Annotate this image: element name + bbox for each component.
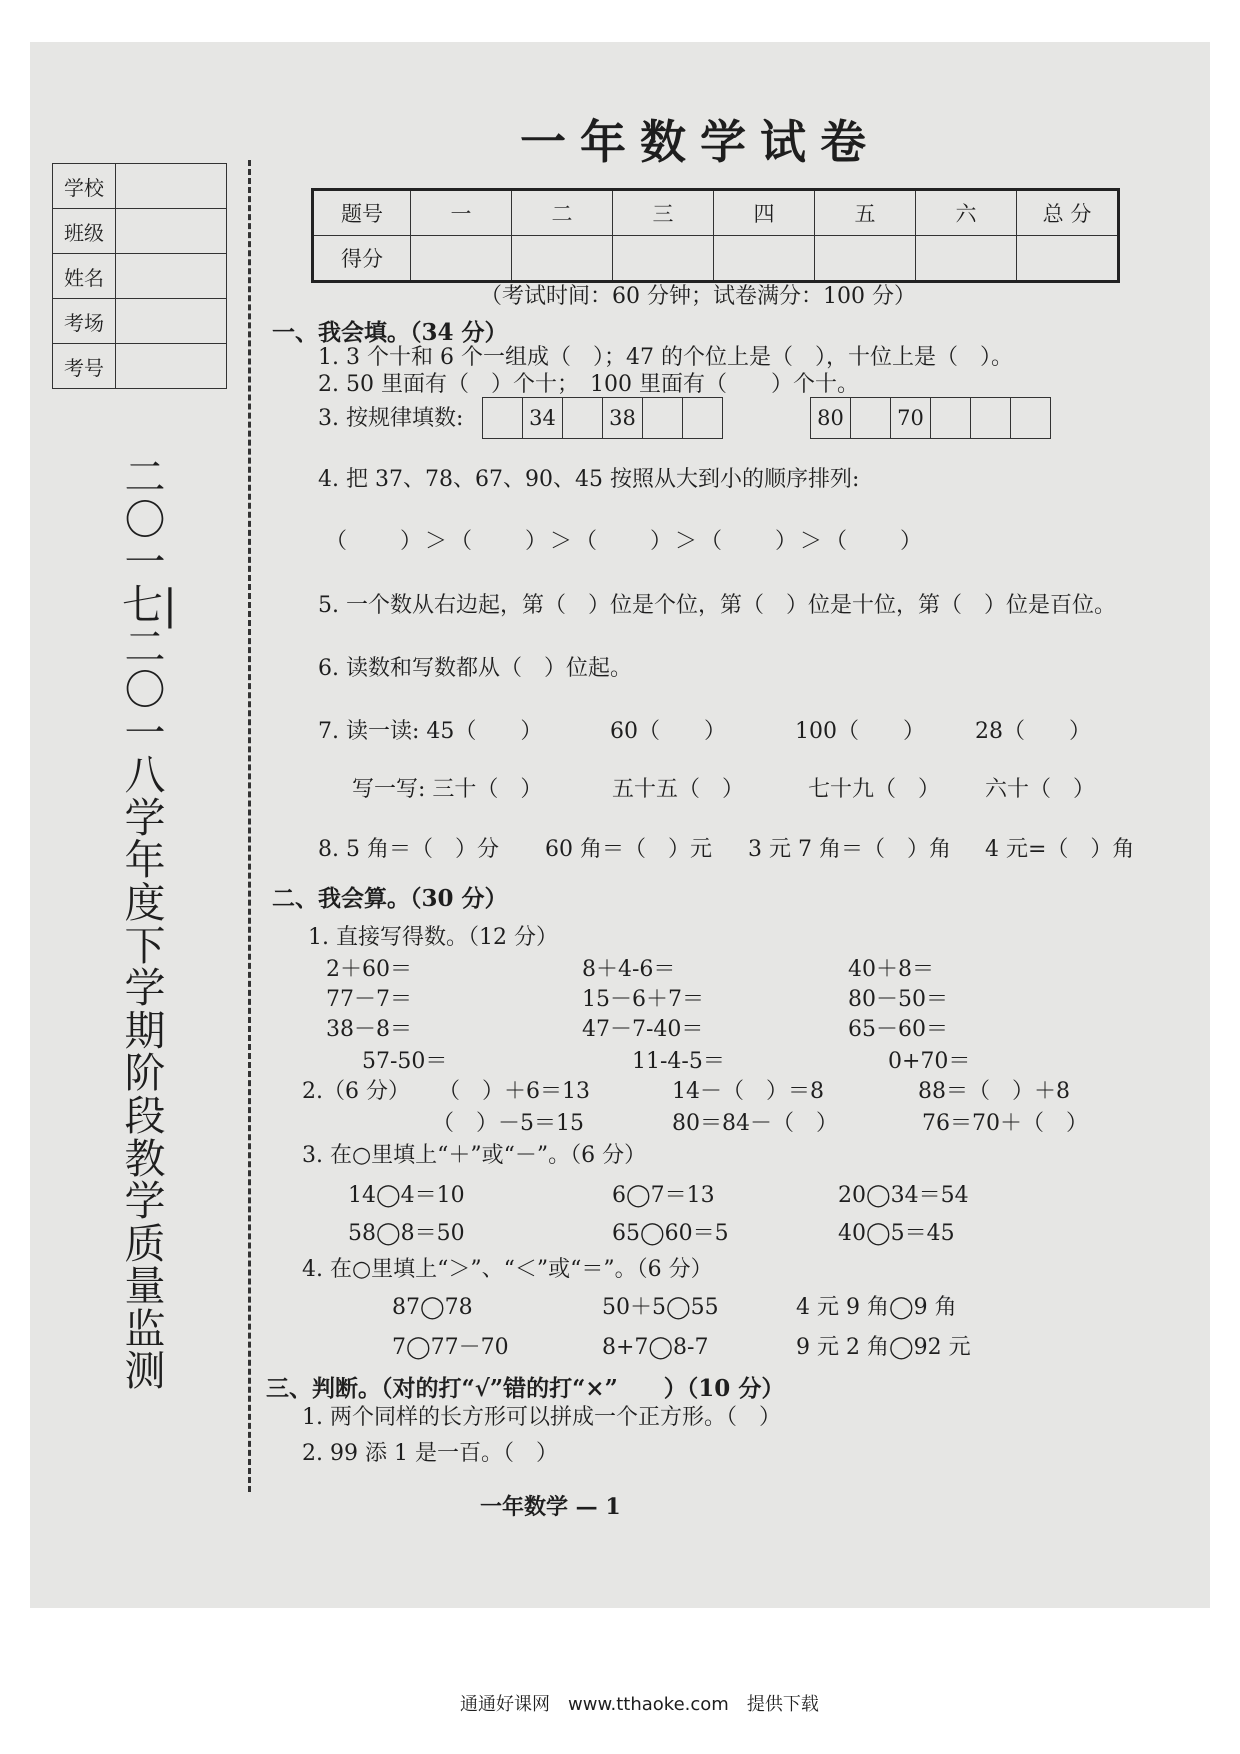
sequence-box-b xyxy=(810,397,1051,439)
calc-item: 57-50＝ xyxy=(362,1049,448,1074)
info-label: 考场 xyxy=(53,299,116,344)
blank-eq: 88＝（ ）＋8 xyxy=(918,1079,1070,1104)
s2-q3-label: 3. 在○里填上“＋”或“－”。（6 分） xyxy=(302,1143,647,1168)
calc-item: 47－7-40＝ xyxy=(582,1017,704,1042)
seq-cell[interactable] xyxy=(483,398,523,439)
score-header: 二 xyxy=(512,190,613,236)
info-row xyxy=(53,209,227,254)
score-cell[interactable] xyxy=(714,236,815,282)
seq-cell[interactable]: 38 xyxy=(603,398,643,439)
info-blank[interactable] xyxy=(116,344,227,389)
s3-q1: 1. 两个同样的长方形可以拼成一个正方形。（ ） xyxy=(302,1405,781,1430)
calc-item: 80－50＝ xyxy=(848,987,948,1012)
section1-heading: 一、我会填。（34 分） xyxy=(272,319,508,346)
blank-eq: （ ）＋6＝13 xyxy=(438,1079,590,1104)
score-cell[interactable] xyxy=(1017,236,1119,282)
info-row xyxy=(53,344,227,389)
info-label: 班级 xyxy=(53,209,116,254)
blank-eq: 80＝84－（ ） xyxy=(672,1111,838,1136)
info-blank[interactable] xyxy=(116,254,227,299)
info-blank[interactable] xyxy=(116,209,227,254)
info-row xyxy=(53,299,227,344)
s1-q7-read-4: 28（ ） xyxy=(975,719,1091,744)
s1-q7-read-1: 7. 读一读: 45（ ） xyxy=(318,719,543,744)
seq-cell[interactable] xyxy=(683,398,723,439)
blank-eq: 14－（ ）＝8 xyxy=(672,1079,824,1104)
s1-q7-write-4: 六十（ ） xyxy=(985,777,1096,802)
score-header: 六 xyxy=(916,190,1017,236)
s1-q8-3: 3 元 7 角＝（ ）角 xyxy=(748,837,951,862)
seq-cell[interactable] xyxy=(971,398,1011,439)
compare-eq: 50＋5◯55 xyxy=(602,1295,719,1320)
info-row xyxy=(53,164,227,209)
score-cell[interactable] xyxy=(411,236,512,282)
compare-eq: 4 元 9 角◯9 角 xyxy=(796,1295,957,1320)
download-credit: 通通好课网 www.tthaoke.com 提供下载 xyxy=(460,1694,819,1715)
info-label: 学校 xyxy=(53,164,116,209)
s1-q8-1: 8. 5 角＝（ ）分 xyxy=(318,837,499,862)
circle-eq: 58◯8＝50 xyxy=(348,1221,465,1246)
s2-q2-label: 2.（6 分） xyxy=(302,1079,410,1104)
seq-cell[interactable]: 70 xyxy=(891,398,931,439)
s1-q7-write-2: 五十五（ ） xyxy=(612,777,745,802)
calc-item: 15－6＋7＝ xyxy=(582,987,704,1012)
calc-item: 38－8＝ xyxy=(326,1017,412,1042)
calc-item: 40＋8＝ xyxy=(848,957,934,982)
student-info-table xyxy=(52,163,227,389)
score-header: 总 分 xyxy=(1017,190,1119,236)
s1-q7-write-1: 写一写: 三十（ ） xyxy=(352,777,543,802)
s1-q6: 6. 读数和写数都从（ ）位起。 xyxy=(318,656,632,681)
score-table xyxy=(311,188,1120,283)
seq-cell[interactable] xyxy=(643,398,683,439)
score-header-row xyxy=(313,190,1119,236)
calc-item: 77－7＝ xyxy=(326,987,412,1012)
calc-item: 65－60＝ xyxy=(848,1017,948,1042)
circle-eq: 40◯5＝45 xyxy=(838,1221,955,1246)
section3-heading: 三、判断。（对的打“√”错的打“×” ）（10 分） xyxy=(266,1375,785,1402)
info-label: 考号 xyxy=(53,344,116,389)
seq-cell[interactable] xyxy=(931,398,971,439)
score-cell[interactable] xyxy=(815,236,916,282)
blank-eq: 76＝70＋（ ） xyxy=(922,1111,1088,1136)
score-header: 五 xyxy=(815,190,916,236)
circle-eq: 14◯4＝10 xyxy=(348,1183,465,1208)
s1-q7-write-3: 七十九（ ） xyxy=(808,777,941,802)
score-row-label: 得分 xyxy=(313,236,411,282)
s1-q8-2: 60 角＝（ ）元 xyxy=(545,837,712,862)
score-cell[interactable] xyxy=(916,236,1017,282)
calc-item: 11-4-5＝ xyxy=(632,1049,725,1074)
circle-eq: 20◯34＝54 xyxy=(838,1183,969,1208)
seq-cell[interactable]: 80 xyxy=(811,398,851,439)
s1-q5: 5. 一个数从右边起，第（ ）位是个位，第（ ）位是十位，第（ ）位是百位。 xyxy=(318,593,1116,618)
seq-cell[interactable] xyxy=(851,398,891,439)
compare-eq: 9 元 2 角◯92 元 xyxy=(796,1335,971,1360)
calc-item: 0+70＝ xyxy=(888,1049,971,1074)
circle-eq: 65◯60＝5 xyxy=(612,1221,729,1246)
s1-q8-4: 4 元=（ ）角 xyxy=(985,837,1135,862)
info-blank[interactable] xyxy=(116,164,227,209)
compare-eq: 8+7◯8-7 xyxy=(602,1335,709,1360)
compare-eq: 87◯78 xyxy=(392,1295,473,1320)
info-blank[interactable] xyxy=(116,299,227,344)
score-header: 三 xyxy=(613,190,714,236)
s1-q3-label: 3. 按规律填数: xyxy=(318,406,464,431)
score-cell[interactable] xyxy=(613,236,714,282)
seq-cell[interactable] xyxy=(1011,398,1051,439)
s2-q1-label: 1. 直接写得数。（12 分） xyxy=(308,925,558,950)
score-row xyxy=(313,236,1119,282)
score-cell[interactable] xyxy=(512,236,613,282)
section2-heading: 二、我会算。（30 分） xyxy=(272,885,508,912)
s3-q2: 2. 99 添 1 是一百。（ ） xyxy=(302,1441,558,1466)
exam-info: （考试时间：60 分钟；试卷满分：100 分） xyxy=(480,284,916,309)
s1-q7-read-3: 100（ ） xyxy=(795,719,925,744)
s2-q4-label: 4. 在○里填上“＞”、“＜”或“＝”。（6 分） xyxy=(302,1257,713,1282)
cut-line xyxy=(248,160,251,1492)
s1-q4-blanks: （ ）＞（ ）＞（ ）＞（ ）＞（ ） xyxy=(325,529,926,554)
sequence-box-a xyxy=(482,397,723,439)
calc-item: 2＋60＝ xyxy=(326,957,412,982)
score-header: 题号 xyxy=(313,190,411,236)
score-header: 四 xyxy=(714,190,815,236)
info-label: 姓名 xyxy=(53,254,116,299)
s1-q7-read-2: 60（ ） xyxy=(610,719,726,744)
s1-q4: 4. 把 37、78、67、90、45 按照从大到小的顺序排列: xyxy=(318,467,860,492)
blank-eq: （ ）－5＝15 xyxy=(432,1111,584,1136)
info-row xyxy=(53,254,227,299)
vertical-exam-title: 二〇一七|二〇一八学年度下学期阶段教学质量监测 xyxy=(122,453,177,1396)
calc-item: 8＋4-6＝ xyxy=(582,957,676,982)
page-title: 一年数学试卷 xyxy=(520,115,880,169)
seq-cell[interactable]: 34 xyxy=(523,398,563,439)
compare-eq: 7◯77－70 xyxy=(392,1335,509,1360)
seq-cell[interactable] xyxy=(563,398,603,439)
circle-eq: 6◯7＝13 xyxy=(612,1183,715,1208)
page-footer: 一年数学 — 1 xyxy=(480,1494,621,1520)
s1-q2: 2. 50 里面有（ ）个十； 100 里面有（ ）个十。 xyxy=(318,372,859,397)
s1-q1: 1. 3 个十和 6 个一组成（ ）；47 的个位上是（ ），十位上是（ ）。 xyxy=(318,345,1013,370)
score-header: 一 xyxy=(411,190,512,236)
